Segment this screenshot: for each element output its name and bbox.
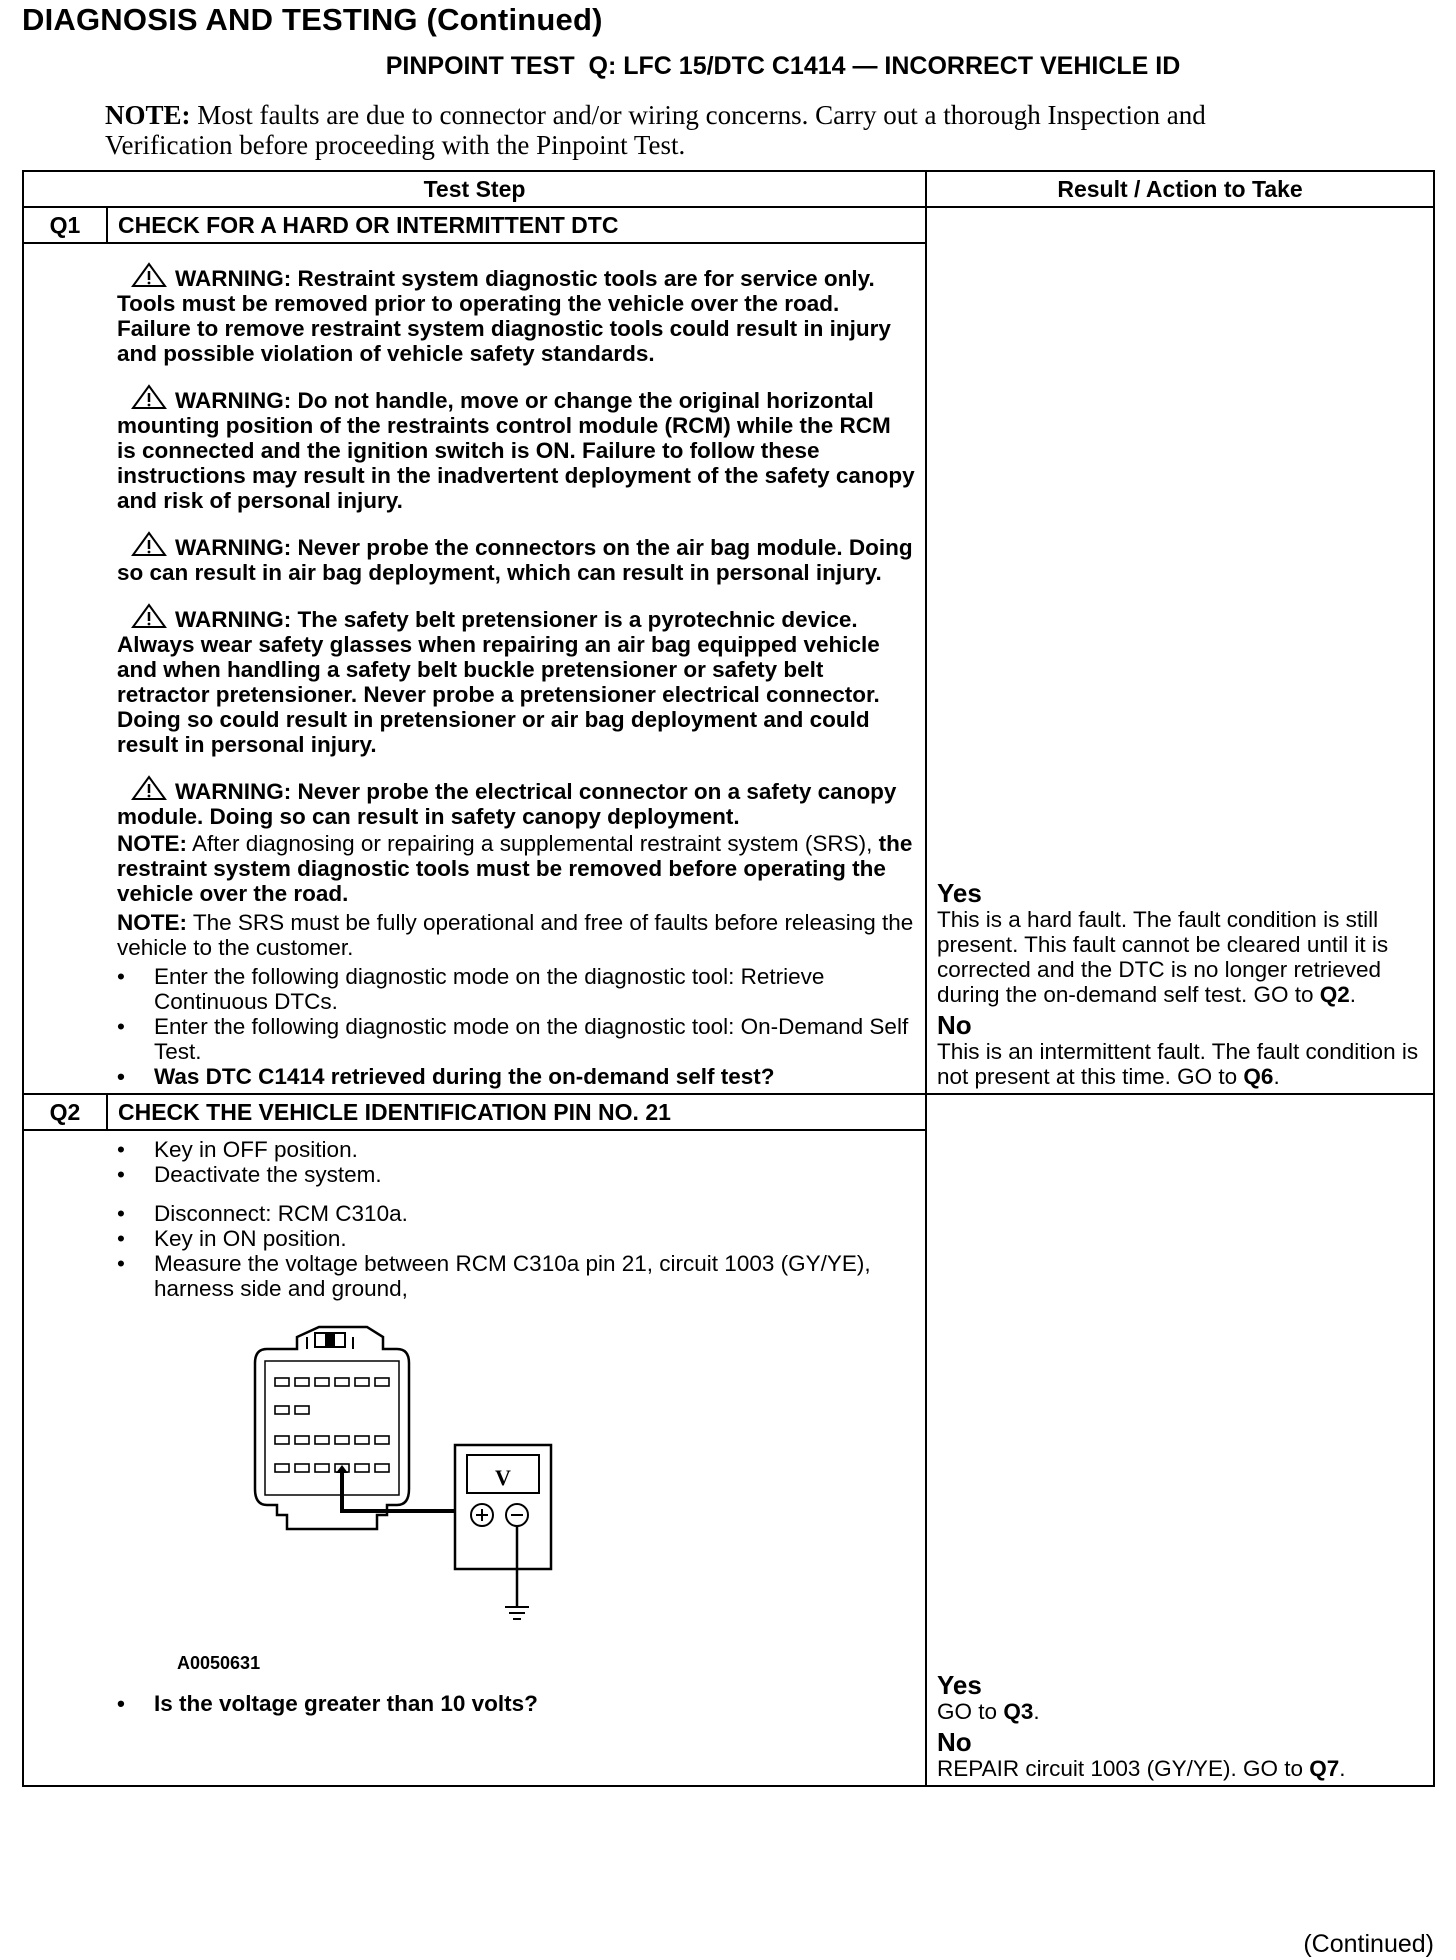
col-header-result: Result / Action to Take (926, 171, 1434, 207)
q2-bullet: • Disconnect: RCM C310a. (117, 1201, 915, 1226)
q1-yes-label: Yes (937, 878, 982, 908)
warning-3: WARNING: Never probe the connectors on the air bag module. Doing so can result in air bag deployment, which can result in personal injury. (117, 531, 915, 585)
q1-no-action: This is an intermittent fault. The fault condition is not present at this time. GO to Q6. (937, 1039, 1419, 1089)
warning-triangle-icon (131, 775, 167, 801)
q1-note-2: NOTE: The SRS must be fully operational and free of faults before releasing the vehicle to the customer. (117, 910, 914, 960)
col-header-test-step: Test Step (23, 171, 926, 207)
q2-body (107, 1130, 926, 1786)
q1-note-1: NOTE: After diagnosing or repairing a supplemental restraint system (SRS), the restraint system diagnostic tools must be removed before operating the vehicle over the road. (117, 831, 913, 906)
q2-step-title: CHECK THE VEHICLE IDENTIFICATION PIN NO. 21 (107, 1094, 926, 1130)
warning-triangle-icon (131, 262, 167, 288)
warning-triangle-icon (131, 603, 167, 629)
warning-1: WARNING: Restraint system diagnostic tools are for service only. Tools must be removed prior to operating the vehicle over the road. Failure to remove restraint system diagnostic tools could result in injury and possible violation of vehicle safety standards. (117, 262, 915, 366)
q2-yes-label: Yes (937, 1670, 982, 1700)
q2-bullet: • Deactivate the system. (117, 1162, 915, 1187)
q2-question: • Is the voltage greater than 10 volts? (117, 1691, 915, 1716)
intro-note: NOTE: Most faults are due to connector and/or wiring concerns. Carry out a thorough Inspection and Verification before proceeding with the Pinpoint Test. (105, 100, 1206, 160)
ground-symbol-icon (505, 1607, 529, 1619)
pinpoint-test-table (22, 170, 1435, 1787)
q1-result-cell (926, 207, 1434, 1094)
warning-triangle-icon (131, 531, 167, 557)
rcm-connector-figure (147, 1319, 747, 1649)
q1-title-row (23, 207, 1434, 243)
warning-triangle-icon (131, 384, 167, 410)
q1-body (107, 243, 926, 1094)
q2-bullet: • Key in ON position. (117, 1226, 915, 1251)
q2-bullet: • Key in OFF position. (117, 1137, 915, 1162)
q1-question: • Was DTC C1414 retrieved during the on-demand self test? (117, 1064, 915, 1089)
meter-volt-label: V (495, 1465, 511, 1490)
warning-2: WARNING: Do not handle, move or change the original horizontal mounting position of the restraints control module (RCM) while the RCM is connected and the ignition switch is ON. Failure to follow these instructions may result in the inadvertent deployment of the safety canopy and risk of personal injury. (117, 384, 915, 513)
pinpoint-test-title: PINPOINT TEST Q: LFC 15/DTC C1414 — INCORRECT VEHICLE ID (385, 52, 1181, 80)
q2-title-row (23, 1094, 1434, 1130)
q2-no-label: No (937, 1727, 972, 1757)
warning-4: WARNING: The safety belt pretensioner is a pyrotechnic device. Always wear safety glasses when repairing an air bag equipped vehicle and when handling a safety belt buckle pretensioner or safety belt retractor pretensioner. Never probe a pretensioner electrical connector. Doing so could result in pretensioner or air bag deployment and could result in personal injury. (117, 603, 915, 757)
warning-5: WARNING: Never probe the electrical connector on a safety canopy module. Doing so can result in safety canopy deployment. (117, 775, 915, 829)
q1-bullet: • Enter the following diagnostic mode on the diagnostic tool: Retrieve Continuous DTCs. (117, 964, 915, 1014)
q1-step-title: CHECK FOR A HARD OR INTERMITTENT DTC (107, 207, 926, 243)
continued-label: (Continued) (1303, 1930, 1434, 1958)
table-header-row (23, 171, 1434, 207)
q2-bullet: • Measure the voltage between RCM C310a pin 21, circuit 1003 (GY/YE), harness side and ground, (117, 1251, 915, 1301)
q2-result-cell (926, 1094, 1434, 1786)
q1-step-number: Q1 (23, 207, 107, 243)
q1-bullet: • Enter the following diagnostic mode on the diagnostic tool: On-Demand Self Test. (117, 1014, 915, 1064)
q1-yes-action: This is a hard fault. The fault condition is still present. This fault cannot be cleared until it is corrected and the DTC is no longer retrieved during the on-demand self test. GO to Q2. (937, 907, 1389, 1007)
q2-no-action: REPAIR circuit 1003 (GY/YE). GO to Q7. (937, 1756, 1346, 1781)
q2-yes-action: GO to Q3. (937, 1699, 1040, 1724)
q2-step-number: Q2 (23, 1094, 107, 1130)
connector-voltage-diagram (147, 1319, 747, 1679)
page-header: DIAGNOSIS AND TESTING (Continued) (22, 2, 603, 37)
q1-no-label: No (937, 1010, 972, 1040)
figure-id: A0050631 (177, 1653, 261, 1673)
